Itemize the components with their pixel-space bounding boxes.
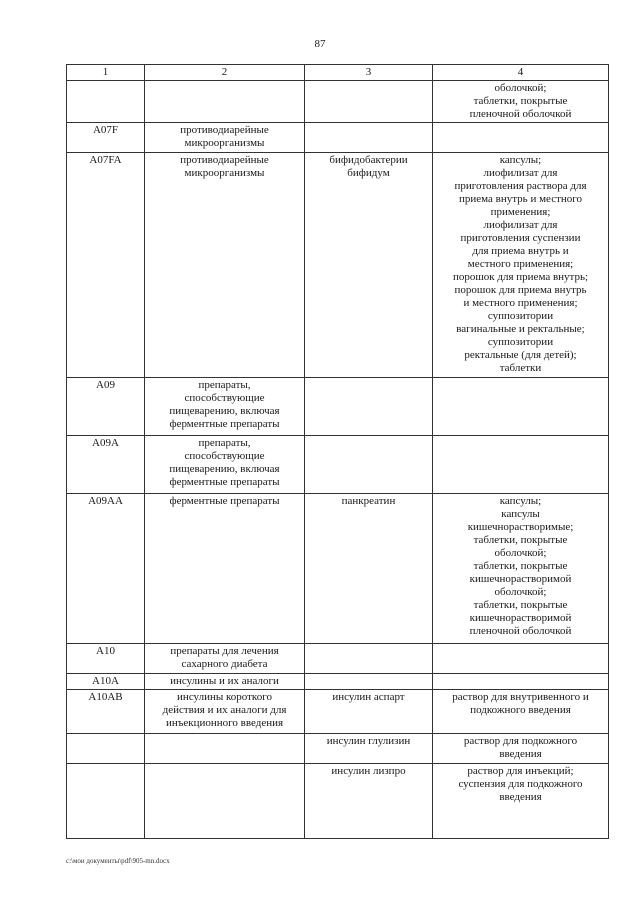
atc-code-cell xyxy=(67,644,145,674)
dosage-form-cell xyxy=(433,378,609,436)
table-body xyxy=(67,81,609,839)
atc-code-cell xyxy=(67,378,145,436)
dosage-form-cell xyxy=(433,734,609,764)
dosage-form-cell xyxy=(433,153,609,378)
cell-text-line: суспензия для подкожного xyxy=(458,778,583,790)
cell-text-line: приема внутрь и местного xyxy=(458,193,583,205)
cell-text-line: порошок для приема внутрь xyxy=(454,284,587,296)
cell-text-line: раствор для инъекций; xyxy=(467,765,574,777)
file-path-footer: c:\мои документы\pdf\905-mn.docx xyxy=(66,857,170,865)
cell-text-line: вагинальные и ректальные; xyxy=(456,323,585,335)
cell-text-line: местного применения; xyxy=(467,258,574,270)
cell-text-line: A09A xyxy=(92,437,119,449)
drug-name-cell xyxy=(305,734,433,764)
cell-text-line: A09AA xyxy=(88,495,123,507)
cell-text-line: способствующие xyxy=(184,392,265,404)
cell-text-line: ректальные (для детей); xyxy=(464,349,577,361)
cell-text-line: кишечнорастворимой xyxy=(469,573,572,585)
cell-text-line: пленочной оболочкой xyxy=(469,108,572,120)
cell-text-line: инъекционного введения xyxy=(165,717,284,729)
cell-text-line: инсулины и их аналоги xyxy=(170,675,279,687)
drug-name-cell xyxy=(305,690,433,734)
table-row xyxy=(67,81,609,123)
page-number: 87 xyxy=(314,38,326,50)
atc-group-cell xyxy=(145,764,305,839)
table-row xyxy=(67,644,609,674)
table-row xyxy=(67,123,609,153)
cell-text-line: порошок для приема внутрь; xyxy=(452,271,589,283)
cell-text-line: капсулы; xyxy=(499,154,542,166)
atc-code-cell xyxy=(67,494,145,644)
atc-group-cell xyxy=(145,378,305,436)
cell-text-line: пищеварению, включая xyxy=(169,405,280,417)
cell-text-line: оболочкой; xyxy=(494,547,547,559)
drug-name-cell xyxy=(305,674,433,690)
drug-table xyxy=(66,64,609,839)
atc-group-cell xyxy=(145,123,305,153)
cell-text-line: кишечнорастворимой xyxy=(469,612,572,624)
cell-text-line: таблетки, покрытые xyxy=(473,95,568,107)
drug-name-cell xyxy=(305,644,433,674)
atc-group-cell xyxy=(145,644,305,674)
table-row xyxy=(67,378,609,436)
atc-group-cell xyxy=(145,81,305,123)
dosage-form-cell xyxy=(433,674,609,690)
atc-group-cell xyxy=(145,734,305,764)
cell-text-line: капсулы; xyxy=(499,495,542,507)
dosage-form-cell xyxy=(433,494,609,644)
cell-text-line: инсулины короткого xyxy=(177,691,272,703)
dosage-form-cell xyxy=(433,644,609,674)
cell-text-line: кишечнорастворимые; xyxy=(467,521,574,533)
drug-name-cell xyxy=(305,81,433,123)
cell-text-line: введения xyxy=(499,791,542,803)
cell-text-line: приготовления раствора для xyxy=(454,180,587,192)
cell-text-line: противодиарейные xyxy=(180,124,269,136)
cell-text-line: действия и их аналоги для xyxy=(162,704,287,716)
drug-name-cell xyxy=(305,153,433,378)
cell-text-line: препараты, xyxy=(198,437,251,449)
table-row xyxy=(67,674,609,690)
atc-code-cell xyxy=(67,436,145,494)
cell-text-line: таблетки xyxy=(499,362,542,374)
cell-text-line: таблетки, покрытые xyxy=(473,560,568,572)
cell-text-line: таблетки, покрытые xyxy=(473,534,568,546)
cell-text-line: для приема внутрь и xyxy=(472,245,569,257)
cell-text-line: противодиарейные xyxy=(180,154,269,166)
dosage-form-cell xyxy=(433,123,609,153)
cell-text-line: A10A xyxy=(92,675,119,687)
dosage-form-cell xyxy=(433,81,609,123)
cell-text-line: капсулы xyxy=(501,508,540,520)
cell-text-line: лиофилизат для xyxy=(483,167,558,179)
table-row xyxy=(67,494,609,644)
cell-text-line: применения; xyxy=(490,206,551,218)
cell-text-line: панкреатин xyxy=(341,495,396,507)
atc-group-cell xyxy=(145,674,305,690)
cell-text-line: инсулин аспарт xyxy=(332,691,405,703)
atc-code-cell xyxy=(67,674,145,690)
column-number-row xyxy=(67,65,609,81)
cell-text-line: подкожного введения xyxy=(470,704,571,716)
drug-name-cell xyxy=(305,494,433,644)
cell-text-line: лиофилизат для xyxy=(483,219,558,231)
cell-text-line: пленочной оболочкой xyxy=(469,625,572,637)
cell-text-line: таблетки, покрытые xyxy=(473,599,568,611)
cell-text-line: A10 xyxy=(96,645,115,657)
cell-text-line: A07FA xyxy=(89,154,122,166)
cell-text-line: приготовления суспензии xyxy=(460,232,581,244)
cell-text-line: A09 xyxy=(96,379,115,391)
dosage-form-cell xyxy=(433,690,609,734)
cell-text-line: оболочкой; xyxy=(494,82,547,94)
atc-code-cell xyxy=(67,764,145,839)
atc-code-cell xyxy=(67,123,145,153)
cell-text-line: A07F xyxy=(92,124,119,136)
table-row xyxy=(67,690,609,734)
cell-text-line: и местного применения; xyxy=(463,297,578,309)
column-number: 4 xyxy=(433,65,609,81)
dosage-form-cell xyxy=(433,764,609,839)
atc-code-cell xyxy=(67,153,145,378)
cell-text-line: оболочкой; xyxy=(494,586,547,598)
atc-group-cell xyxy=(145,153,305,378)
cell-text-line: суппозитории xyxy=(487,336,554,348)
cell-text-line: способствующие xyxy=(184,450,265,462)
table-row xyxy=(67,764,609,839)
cell-text-line: введения xyxy=(499,748,542,760)
cell-text-line: A10AB xyxy=(88,691,123,703)
cell-text-line: препараты для лечения xyxy=(170,645,279,657)
atc-group-cell xyxy=(145,494,305,644)
cell-text-line: раствор для внутривенного и xyxy=(452,691,589,703)
cell-text-line: ферментные препараты xyxy=(169,495,280,507)
column-number: 2 xyxy=(145,65,305,81)
atc-code-cell xyxy=(67,734,145,764)
cell-text-line: сахарного диабета xyxy=(181,658,268,670)
cell-text-line: микроорганизмы xyxy=(184,137,265,149)
drug-name-cell xyxy=(305,436,433,494)
drug-name-cell xyxy=(305,123,433,153)
drug-name-cell xyxy=(305,764,433,839)
cell-text-line: микроорганизмы xyxy=(184,167,265,179)
table-row xyxy=(67,734,609,764)
column-number: 1 xyxy=(67,65,145,81)
table-row xyxy=(67,153,609,378)
drug-name-cell xyxy=(305,378,433,436)
atc-code-cell xyxy=(67,81,145,123)
cell-text-line: препараты, xyxy=(198,379,251,391)
cell-text-line: инсулин лизпро xyxy=(331,765,406,777)
cell-text-line: инсулин глулизин xyxy=(326,735,411,747)
cell-text-line: ферментные препараты xyxy=(169,476,280,488)
atc-group-cell xyxy=(145,436,305,494)
atc-group-cell xyxy=(145,690,305,734)
cell-text-line: бифидобактерии xyxy=(329,154,408,166)
atc-code-cell xyxy=(67,690,145,734)
cell-text-line: раствор для подкожного xyxy=(463,735,578,747)
cell-text-line: пищеварению, включая xyxy=(169,463,280,475)
cell-text-line: суппозитории xyxy=(487,310,554,322)
column-number: 3 xyxy=(305,65,433,81)
dosage-form-cell xyxy=(433,436,609,494)
table-row xyxy=(67,436,609,494)
cell-text-line: ферментные препараты xyxy=(169,418,280,430)
cell-text-line: бифидум xyxy=(347,167,390,179)
